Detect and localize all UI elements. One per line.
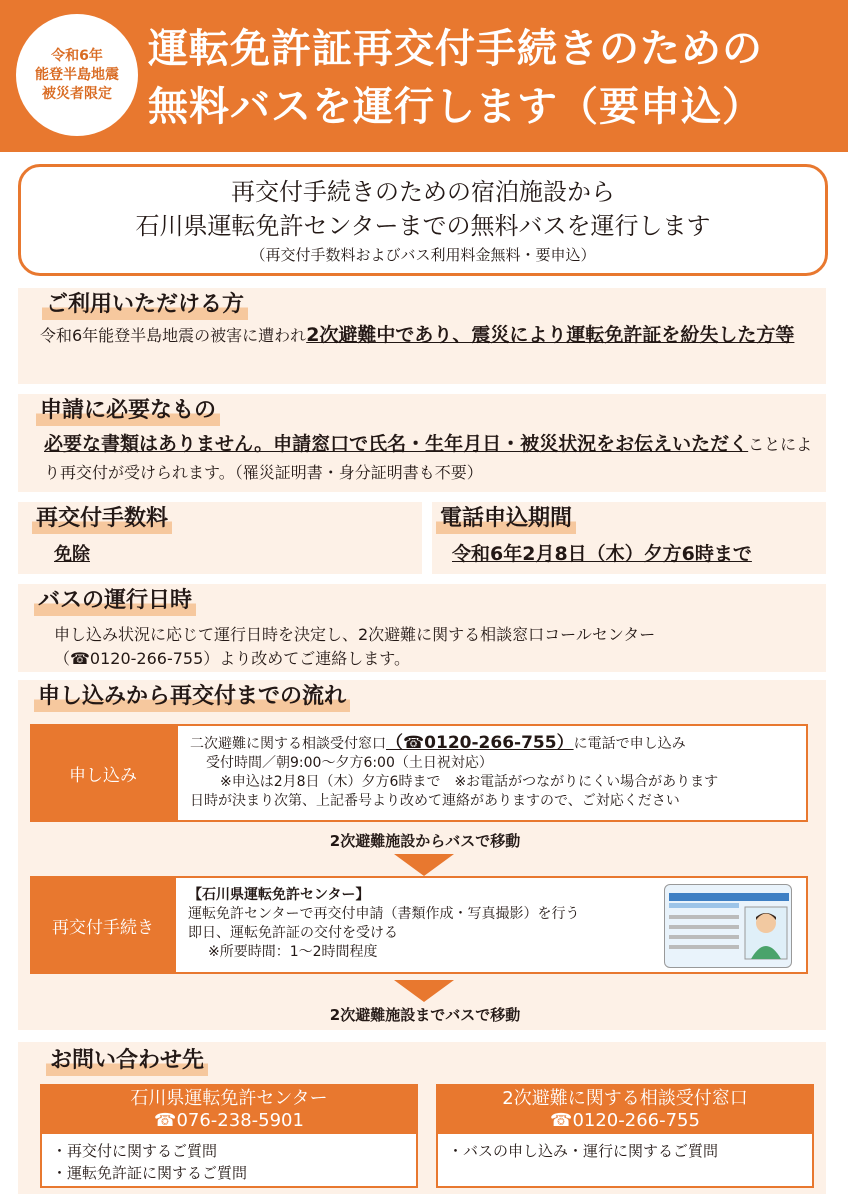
- required-title: 申請に必要なもの: [36, 396, 220, 426]
- period-title: 電話申込期間: [436, 504, 576, 534]
- intro-line-3: （再交付手数料およびバス利用料金無料・要申込）: [250, 246, 596, 264]
- badge-line-1: 令和6年: [51, 47, 103, 64]
- eligible-text: [40, 322, 820, 349]
- flow-step1-box: [176, 724, 808, 822]
- flow-step1-label: 申し込み: [30, 724, 176, 822]
- contact-title: お問い合わせ先: [46, 1046, 208, 1076]
- contact-left-name: 石川県運転免許センター: [130, 1088, 328, 1109]
- contact-left-item-1: ・再交付に関するご質問: [52, 1142, 218, 1160]
- fee-value: 免除: [54, 544, 90, 565]
- flow-move-2: 2次避難施設までバスで移動: [329, 1006, 521, 1024]
- period-panel: [432, 502, 826, 574]
- fee-panel: [18, 502, 422, 574]
- intro-box: [18, 164, 828, 276]
- page-title: [148, 20, 838, 136]
- flow-arrow-1: [394, 854, 454, 876]
- flow-step1-phone: （☎0120-266-755）: [386, 733, 574, 753]
- flow-title: 申し込みから再交付までの流れ: [34, 682, 350, 712]
- title-line-2: 無料バスを運行します（要申込）: [148, 84, 763, 130]
- required-text-emphasis: 必要な書類はありません。申請窓口で氏名・生年月日・被災状況をお伝えいただく: [44, 433, 749, 455]
- flow-step2-line-4: ※所要時間：1〜2時間程度: [208, 944, 378, 960]
- flow-step2-line-3: 即日、運転免許証の交付を受ける: [188, 925, 398, 941]
- flow-arrow-2: [394, 980, 454, 1002]
- flow-step2-line-2: 運転免許センターで再交付申請（書類作成・写真撮影）を行う: [188, 906, 580, 922]
- flow-step1-line-4: 日時が決まり次第、上記番号より改めて連絡がありますので、ご対応ください: [190, 793, 680, 809]
- eligible-text-plain: 令和6年能登半島地震の被害に遭われ: [40, 326, 307, 345]
- bus-schedule-line-1: 申し込み状況に応じて運行日時を決定し、2次避難に関する相談窓口コールセンター: [54, 625, 656, 644]
- contact-right-item-1: ・バスの申し込み・運行に関するご質問: [448, 1142, 719, 1160]
- header-banner: [0, 0, 848, 152]
- bus-schedule-panel: [18, 584, 826, 672]
- bus-schedule-title: バスの運行日時: [34, 586, 196, 616]
- eligible-panel: [18, 288, 826, 384]
- badge-line-2: 能登半島地震: [35, 66, 119, 83]
- flow-step2-line-1: 【石川県運転免許センター】: [188, 887, 370, 903]
- contact-right-phone[interactable]: ☎0120-266-755: [550, 1110, 700, 1131]
- fee-title: 再交付手数料: [32, 504, 172, 534]
- license-card-icon: [665, 885, 792, 968]
- flow-step1-line-2: 受付時間／朝9:00〜夕方6:00（土日祝対応）: [206, 755, 493, 771]
- bus-schedule-line-2: （☎0120-266-755）より改めてご連絡します。: [54, 649, 410, 668]
- contact-right-body: [436, 1134, 814, 1188]
- intro-line-1: 再交付手続きのための宿泊施設から: [231, 178, 615, 206]
- badge-line-3: 被災者限定: [42, 85, 112, 102]
- contact-right-header: [436, 1084, 814, 1134]
- contact-right-name: 2次避難に関する相談受付窓口: [502, 1088, 748, 1109]
- flow-step1-line-3: ※申込は2月8日（木）夕方6時まで ※お電話がつながりにくい場合があります: [220, 774, 719, 790]
- eligible-text-emphasis: 2次避難中であり、震災により運転免許証を紛失した方等: [306, 324, 795, 346]
- intro-line-2: 石川県運転免許センターまでの無料バスを運行します: [135, 212, 711, 240]
- contact-left-phone[interactable]: ☎076-238-5901: [154, 1110, 304, 1131]
- contact-left-item-2: ・運転免許証に関するご質問: [52, 1164, 248, 1182]
- title-line-1: 運転免許証再交付手続きのための: [148, 26, 763, 72]
- period-value: 令和6年2月8日（木）夕方6時まで: [452, 543, 752, 565]
- license-card-illustration: [664, 884, 792, 968]
- required-text-plain: ことにより再交付が受けられます。（罹災証明書・身分証明書も不要）: [44, 435, 813, 482]
- eligible-title: ご利用いただける方: [42, 290, 248, 320]
- flow-move-1: 2次避難施設からバスで移動: [329, 832, 521, 850]
- required-text: [44, 430, 814, 487]
- flow-step1-line-1a: 二次避難に関する相談受付窓口: [190, 736, 386, 752]
- contact-left-body: [40, 1134, 418, 1188]
- flow-step2-label: 再交付手続き: [30, 876, 176, 974]
- disaster-badge: [16, 14, 138, 136]
- contact-left-header: [40, 1084, 418, 1134]
- flow-step1-line-1: [190, 734, 794, 754]
- required-panel: [18, 394, 826, 492]
- flow-step1-line-1b: に電話で申し込み: [573, 736, 686, 752]
